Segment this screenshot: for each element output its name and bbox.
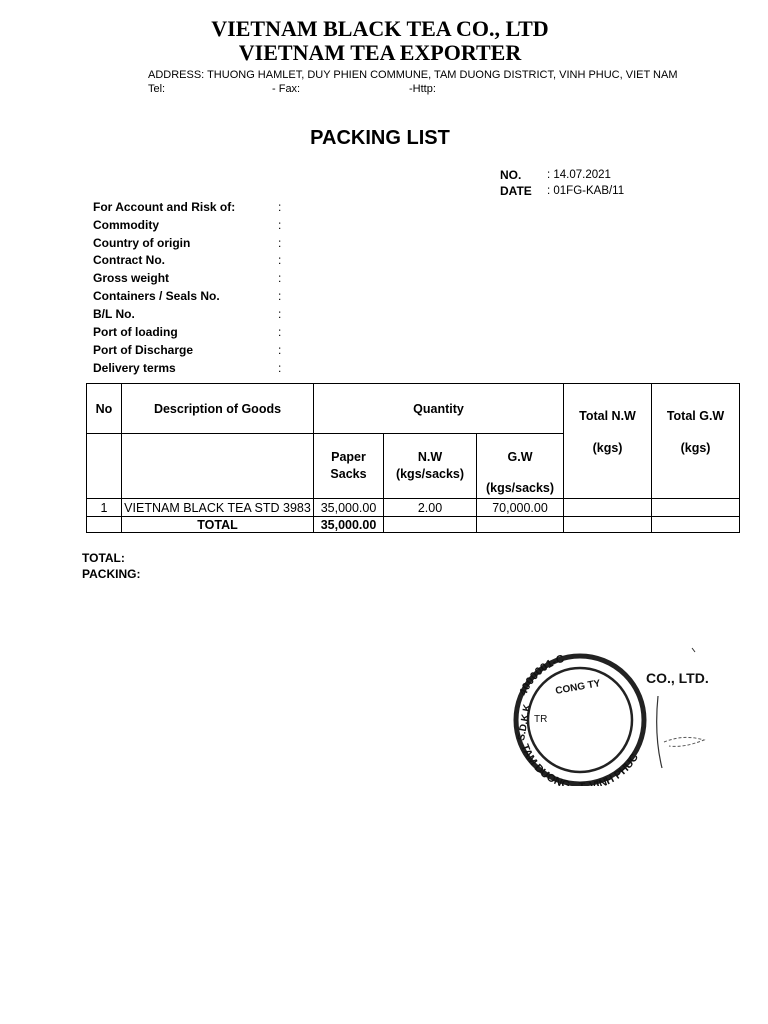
table-header-row xyxy=(87,384,740,434)
info-colon: : xyxy=(278,236,282,250)
subheader-nw xyxy=(384,434,477,499)
row-total-nw xyxy=(564,499,652,517)
signature-dot xyxy=(692,648,695,652)
info-colon: : xyxy=(278,361,282,375)
date-value: : 01FG-KAB/11 xyxy=(547,185,625,197)
signature-stroke xyxy=(657,696,662,768)
no-value: : 14.07.2021 xyxy=(547,169,611,181)
info-label: Country of origin xyxy=(93,236,191,250)
info-row-origin xyxy=(93,236,393,254)
company-address: ADDRESS: THUONG HAMLET, DUY PHIEN COMMUNE, TAM DUONG DISTRICT, VINH PHUC, VIET NAM xyxy=(148,69,678,81)
row-total-gw xyxy=(652,499,740,517)
info-colon: : xyxy=(278,307,282,321)
row-no: 1 xyxy=(87,499,122,517)
stamp-bottom-text: TAM DUONG VINH PHUC xyxy=(518,742,641,786)
info-row-delivery xyxy=(93,361,393,379)
info-colon: : xyxy=(278,343,282,357)
subheader-paper-sacks xyxy=(314,434,384,499)
total-nw-unit: (kgs) xyxy=(592,441,623,455)
nw-unit: (kgs/sacks) xyxy=(395,467,465,481)
info-label: Port of loading xyxy=(93,325,178,339)
info-row-port-loading xyxy=(93,325,393,343)
stamp-left-text: S.D.K.K xyxy=(516,703,534,742)
document-title: PACKING LIST xyxy=(310,127,450,149)
header-total-gw xyxy=(652,384,740,499)
row-gw: 70,000.00 xyxy=(477,499,564,517)
footer-total-label: TOTAL: xyxy=(82,551,125,565)
total-paper-sacks: 35,000.00 xyxy=(314,517,384,533)
company-stamp xyxy=(504,646,734,786)
total-totalnw-empty xyxy=(564,517,652,533)
stamp-company-suffix: CO., LTD. xyxy=(646,670,709,686)
signature-flourish xyxy=(664,737,704,746)
nw-label: N.W xyxy=(417,450,443,464)
info-label: Containers / Seals No. xyxy=(93,289,220,303)
total-label: TOTAL xyxy=(122,517,314,533)
info-row-account xyxy=(93,200,393,218)
header-total-nw xyxy=(564,384,652,499)
total-nw-label: Total N.W xyxy=(579,409,636,423)
info-colon: : xyxy=(278,289,282,303)
gw-unit: (kgs/sacks) xyxy=(485,481,555,495)
info-label: For Account and Risk of: xyxy=(93,200,236,214)
total-gw-empty xyxy=(477,517,564,533)
fax-label: - Fax: xyxy=(272,83,301,95)
info-row-gross-weight xyxy=(93,271,393,289)
info-label: Delivery terms xyxy=(93,361,176,375)
stamp-inner-text: CONG TY xyxy=(554,678,602,697)
table-total-row xyxy=(87,517,740,533)
info-colon: : xyxy=(278,325,282,339)
stamp-center-fragment: TR xyxy=(534,714,548,725)
info-label: Contract No. xyxy=(93,253,165,267)
header-no: No xyxy=(87,384,122,434)
company-subtitle: VIETNAM TEA EXPORTER xyxy=(238,40,522,65)
info-row-commodity xyxy=(93,218,393,236)
footer-packing-label: PACKING: xyxy=(82,567,141,581)
total-gw-unit: (kgs) xyxy=(680,441,711,455)
gw-label: G.W xyxy=(507,450,533,464)
info-colon: : xyxy=(278,218,282,232)
info-label: B/L No. xyxy=(93,307,135,321)
header-quantity: Quantity xyxy=(314,384,564,434)
stamp-seal-graphic xyxy=(504,646,734,786)
info-label: Port of Discharge xyxy=(93,343,194,357)
info-label: Commodity xyxy=(93,218,159,232)
info-row-contract xyxy=(93,253,393,271)
company-name: VIETNAM BLACK TEA CO., LTD xyxy=(211,16,549,41)
subheader-description-empty xyxy=(122,434,314,499)
paper-label: Paper xyxy=(331,450,366,464)
subheader-gw xyxy=(477,434,564,499)
info-label: Gross weight xyxy=(93,271,170,285)
info-colon: : xyxy=(278,253,282,267)
info-row-bl xyxy=(93,307,393,325)
info-colon: : xyxy=(278,200,282,214)
total-no-empty xyxy=(87,517,122,533)
info-row-containers xyxy=(93,289,393,307)
info-colon: : xyxy=(278,271,282,285)
row-description: VIETNAM BLACK TEA STD 3983 xyxy=(122,499,314,517)
tel-label: Tel: xyxy=(148,83,166,95)
http-label: -Http: xyxy=(409,83,436,95)
sacks-label: Sacks xyxy=(330,467,367,481)
stamp-top-text: 4000001-C xyxy=(517,652,566,698)
row-nw: 2.00 xyxy=(384,499,477,517)
row-paper-sacks: 35,000.00 xyxy=(314,499,384,517)
no-label: NO. xyxy=(500,168,522,182)
subheader-no-empty xyxy=(87,434,122,499)
date-label: DATE xyxy=(500,184,532,198)
table-row xyxy=(87,499,740,517)
header-description: Description of Goods xyxy=(122,384,314,434)
total-nw-empty xyxy=(384,517,477,533)
total-gw-label: Total G.W xyxy=(666,409,725,423)
packing-table xyxy=(86,383,740,533)
total-totalgw-empty xyxy=(652,517,740,533)
info-row-port-discharge xyxy=(93,343,393,361)
